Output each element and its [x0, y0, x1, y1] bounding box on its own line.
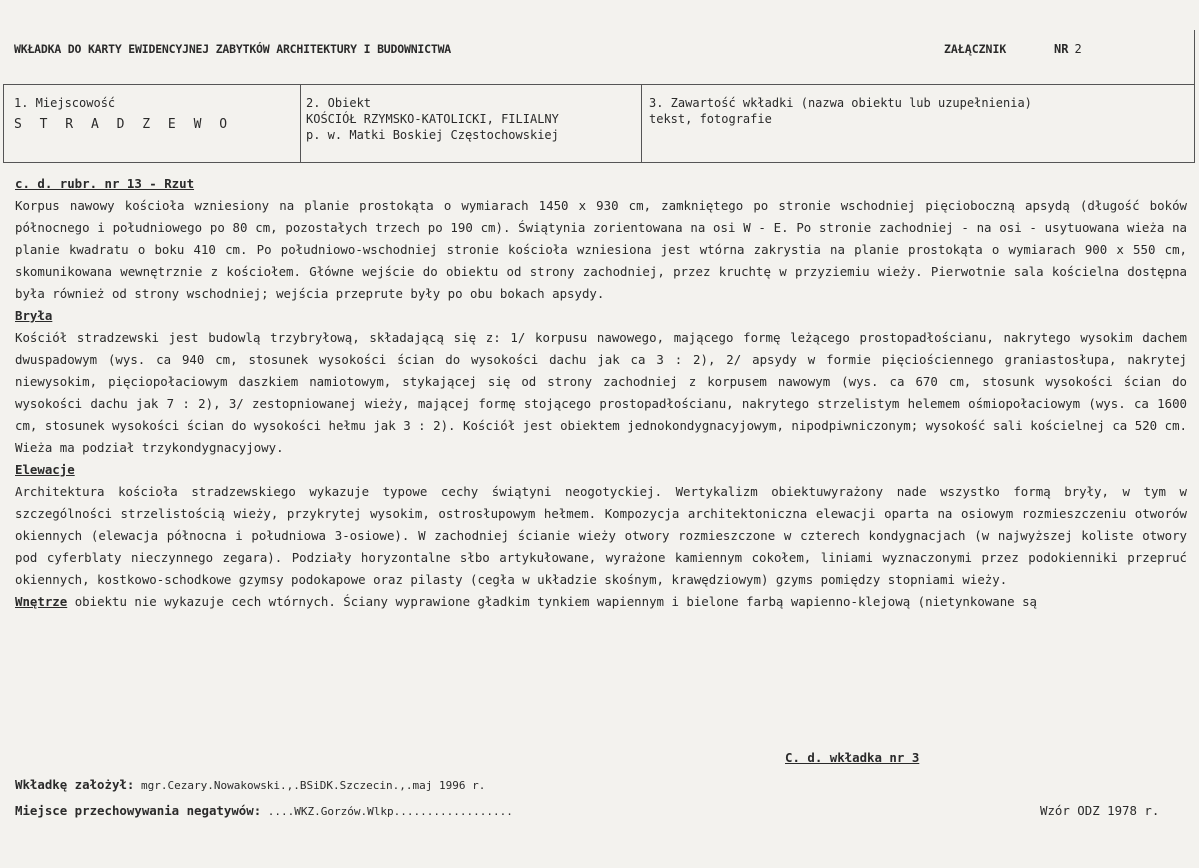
contents-value: tekst, fotografie — [649, 112, 772, 126]
fields-bottom-rule — [3, 162, 1195, 163]
continuation-text: C. d. wkładka nr 3 — [785, 750, 920, 765]
field-divider-2 — [641, 84, 642, 162]
object-field — [306, 95, 636, 143]
field-divider-1 — [300, 84, 301, 162]
section-heading-elevations: Elewacje — [15, 462, 75, 477]
locality-field — [14, 95, 294, 133]
description-body — [15, 173, 1187, 613]
object-label: 2. Obiekt — [306, 96, 372, 110]
section-heading-interior: Wnętrze — [15, 594, 68, 609]
section-heading-plan: c. d. rubr. nr 13 - Rzut — [15, 176, 195, 191]
right-border — [1194, 30, 1195, 163]
object-line-2: p. w. Matki Boskiej Częstochowskiej — [306, 128, 559, 142]
storage-value: ....WKZ.Gorzów.Wlkp.................. — [261, 805, 513, 818]
nr-label: NR — [1054, 42, 1069, 56]
storage-label: Miejsce przechowywania negatywów: — [15, 803, 262, 818]
section-text-elevations: Architektura kościoła stradzewskiego wykazuje typowe cechy świątyni neogotyckiej. Wertykalizm obiektuwyrażony nade wszystko formą bryły, w tym w szczególności strzelistością wieży, przykrytej wysokim, ostrosłupowym hełmem. Kompozycja architektoniczna elewacji oparta na osiowym rozmieszczeniu otworów okiennych (elewacja północna i południowa 3-osiowe). W zachodniej ścianie wieży otwory rozmieszczone w czterech kondygnacjach (w najwyższej koliste otwory pod cyferblaty nieczynnego zegara). Podziały horyzontalne słbo artykułowane, wyrażone kamiennym cokołem, liniami wyznaczonymi przez podokienniki przepruć okiennych, kostkowo-schodkowe gzymsy podokapowe oraz pilasty (cegła w układzie skośnym, krawędziowym) gzyms pomiędzy stopniami wieży. — [15, 484, 1187, 587]
left-border — [3, 84, 4, 162]
continuation-note — [785, 750, 919, 765]
locality-label: 1. Miejscowość — [14, 96, 116, 110]
annex-label: ZAŁĄCZNIK — [944, 42, 1007, 56]
annex-number — [1054, 42, 1082, 56]
author-line — [15, 777, 485, 792]
object-line-1: KOŚCIÓŁ RZYMSKO-KATOLICKI, FILIALNY — [306, 112, 559, 126]
header-rule — [3, 84, 1195, 85]
sheet-title: WKŁADKA DO KARTY EWIDENCYJNEJ ZABYTKÓW ARCHITEKTURY I BUDOWNICTWA — [14, 42, 452, 56]
author-label: Wkładkę założył: — [15, 777, 135, 792]
contents-field — [649, 95, 1189, 127]
section-interior — [15, 591, 1187, 613]
locality-value: S T R A D Z E W O — [14, 117, 233, 132]
section-text-plan: Korpus nawowy kościoła wzniesiony na planie prostokąta o wymiarach 1450 x 930 cm, zamkniętego po stronie wschodniej pięcioboczną apsydą (długość boków północnego i południowego po 80 cm, pozostałych trzech po 190 cm). Świątynia zorientowana na osi W - E. Po stronie zachodniej - na osi - usytuowana wieża na planie kwadratu o boku 410 cm. Po południowo-wschodniej stronie kościoła wzniesiona jest wtórna zakrystia na planie prostokąta o wymiarach 900 x 550 cm, skomunikowana wewnętrznie z kościołem. Główne wejście do obiektu od strony zachodniej, przez kruchtę w przyziemiu wieży. Pierwotnie sala kościelna dostępna była również od strony wschodniej; wejścia przeprute były po obu bokach apsydy. — [15, 198, 1187, 301]
section-text-massing: Kościół stradzewski jest budowlą trzybryłową, składającą się z: 1/ korpusu nawowego, mającego formę leżącego prostopadłościanu, nakrytego wysokim dachem dwuspadowym (wys. ca 940 cm, stosunek wysokości ścian do wysokości dachu jak ca 3 : 2), 2/ apsydy w formie pięciościennego graniastosłupa, nakrytej niewysokim, pięciopołaciowym daszkiem namiotowym, stykającej się od strony zachodniej z korpusem nawowym (wys. ca 670 cm, stosunk wysokości ścian do wysokości dachu jak 7 : 2), 3/ zestopniowanej wieży, mającej formę stojącego prostopadłościanu, nakrytego strzelistym helemem ośmiopołaciowym (wys. ca 1600 cm, stosunek wysokości ścian do wysokości hełmu jak 3 : 2). Kościół jest obiektem jednokondygnacyjowym, nipodpiwniczonym; wysokość sali kościelnej ca 520 cm. Wieża ma podział trzykondygnacyjowy. — [15, 330, 1187, 455]
section-text-interior: obiektu nie wykazuje cech wtórnych. Ściany wyprawione gładkim tynkiem wapiennym i bielone farbą wapienno-klejową (nietynkowane są — [74, 594, 1038, 609]
form-version: Wzór ODZ 1978 r. — [1040, 803, 1160, 818]
contents-label: 3. Zawartość wkładki (nazwa obiektu lub uzupełnienia) — [649, 96, 1032, 110]
nr-value: 2 — [1074, 42, 1082, 56]
storage-line — [15, 803, 513, 818]
section-heading-massing: Bryła — [15, 308, 53, 323]
author-value: mgr.Cezary.Nowakowski.,.BSiDK.Szczecin.,.maj 1996 r. — [134, 779, 486, 792]
